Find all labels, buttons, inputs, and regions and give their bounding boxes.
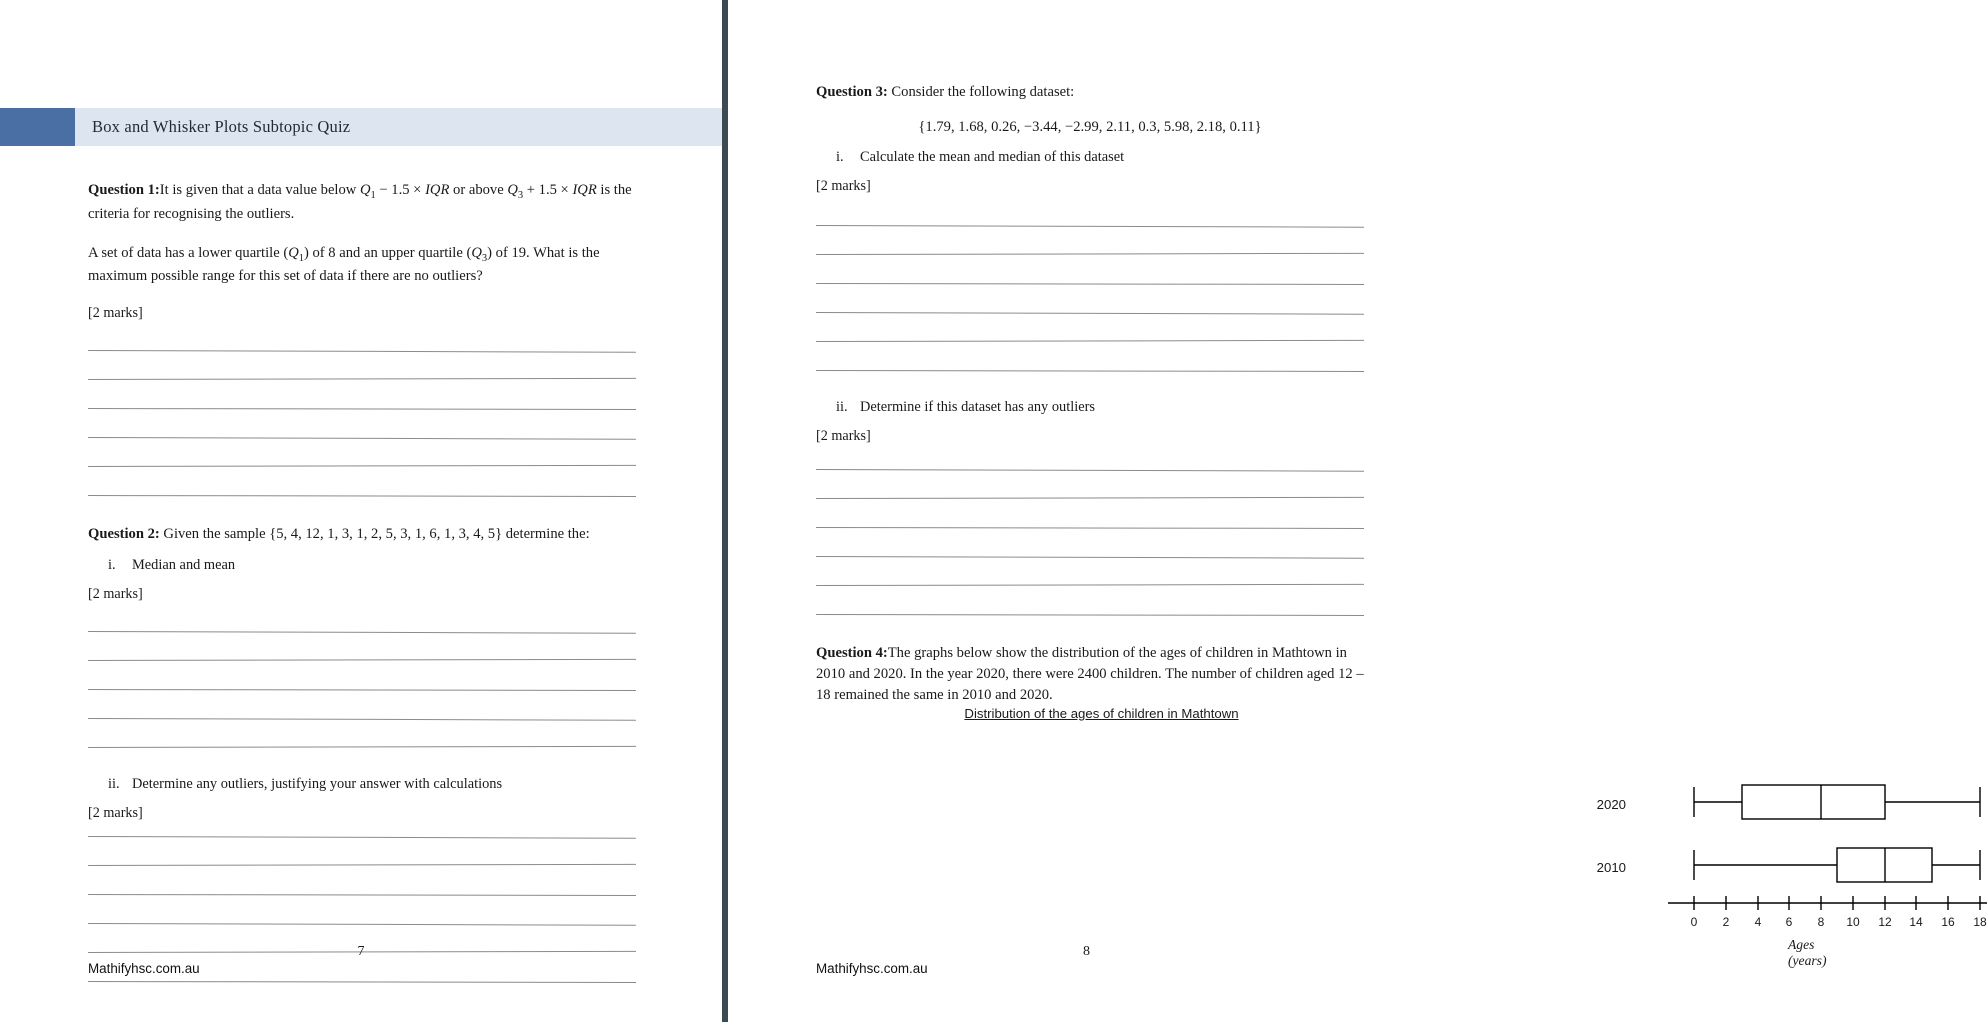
title-accent-block — [0, 108, 75, 146]
x-tick-label: 18 — [1973, 915, 1987, 929]
question3-label: Question 3: — [816, 84, 888, 100]
x-tick-label: 14 — [1909, 915, 1923, 929]
title-body — [75, 108, 722, 146]
answer-line[interactable] — [816, 370, 1364, 372]
question3-dataset: {1.79, 1.68, 0.26, −3.44, −2.99, 2.11, 0.3, 5.98, 2.18, 0.11} — [918, 118, 1262, 135]
question1-statement — [88, 180, 636, 225]
question2-part-ii — [88, 776, 636, 793]
question3-part-ii-marks: [2 marks] — [816, 428, 871, 445]
answer-line[interactable] — [816, 614, 1364, 616]
question3-part-ii-numeral: ii. — [836, 399, 848, 416]
answer-line[interactable] — [816, 312, 1364, 315]
page-title: Box and Whisker Plots Subtopic Quiz — [92, 117, 351, 136]
right-page-content — [816, 82, 1364, 712]
question2-part-i-marks: [2 marks] — [88, 585, 143, 602]
question1-label: Question 1: — [88, 182, 160, 198]
question4-text: The graphs below show the distribution of the ages of children in Mathtown in 2010 and 2020. In the year 2020, there were 2400 children. The number of children aged 12 – 18 remained the same in 2010 and 2020. — [816, 645, 1364, 703]
box-2020 — [1742, 785, 1885, 819]
question4-label: Question 4: — [816, 645, 888, 662]
answer-line[interactable] — [88, 465, 636, 467]
question3-part-ii — [816, 399, 1364, 416]
answer-line[interactable] — [816, 469, 1364, 472]
question2-text: Given the sample {5, 4, 12, 1, 3, 1, 2, 5, 3, 1, 6, 1, 3, 4, 5} determine the: — [159, 526, 590, 543]
q1-symbol: $Q_1$ — [288, 244, 304, 264]
left-page-number: 7 — [357, 944, 365, 959]
answer-line[interactable] — [88, 746, 636, 748]
chart-title: Distribution of the ages of children in Mathtown — [964, 706, 1239, 721]
answer-line[interactable] — [88, 631, 636, 634]
answer-line[interactable] — [88, 894, 636, 896]
question2-part-ii-numeral: ii. — [108, 775, 120, 792]
answer-line[interactable] — [88, 981, 636, 983]
right-page-number: 8 — [1083, 944, 1090, 959]
question1-text-part1: It is given that a data value below — [159, 182, 360, 198]
left-page — [0, 0, 722, 1022]
quiz-title-bar — [0, 108, 722, 146]
answer-line[interactable] — [88, 689, 636, 691]
answer-line[interactable] — [816, 283, 1364, 285]
question2-part-i — [88, 557, 636, 574]
question2-statement — [88, 524, 636, 545]
series-label-2020: 2020 — [1596, 797, 1626, 812]
q3-symbol: $Q_3$ — [471, 244, 488, 264]
question4-statement — [816, 643, 1364, 705]
question3-part-ii-answer-lines — [816, 469, 1364, 615]
chart-plot-area — [728, 739, 1987, 968]
x-tick-label: 4 — [1754, 915, 1762, 929]
answer-line[interactable] — [88, 718, 636, 721]
answer-line[interactable] — [816, 584, 1364, 586]
right-page — [728, 0, 1987, 1022]
answer-line[interactable] — [816, 497, 1364, 499]
question3-statement — [816, 82, 1364, 103]
x-axis-label: Ages (years) — [1788, 937, 1827, 968]
question3-part-i-text: Calculate the mean and median of this dataset — [860, 149, 1125, 166]
x-tick-label: 8 — [1817, 915, 1825, 929]
question3-part-i — [816, 149, 1364, 166]
answer-line[interactable] — [88, 836, 636, 839]
question1-marks: [2 marks] — [88, 305, 143, 322]
left-page-footer: Mathifyhsc.com.au — [88, 961, 200, 976]
question1-formula1: $Q_1 - 1.5$ × IQR — [359, 182, 450, 201]
question1-answer-lines — [88, 350, 636, 496]
x-tick-label: 2 — [1722, 915, 1730, 929]
question2-part-ii-text: Determine any outliers, justifying your answer with calculations — [132, 775, 503, 792]
question2-label: Question 2: — [88, 526, 160, 543]
question1-text-part2: or above — [449, 182, 508, 198]
question1-text-part3: is the criteria for recognising the outliers. — [88, 182, 632, 222]
question3-part-i-numeral: i. — [836, 149, 844, 166]
x-tick-label: 6 — [1785, 915, 1793, 929]
answer-line[interactable] — [88, 408, 636, 410]
answer-line[interactable] — [816, 253, 1364, 255]
answer-line[interactable] — [88, 659, 636, 661]
question3-text: Consider the following dataset: — [887, 84, 1075, 100]
x-tick-label: 12 — [1878, 915, 1892, 929]
question2-part-ii-marks: [2 marks] — [88, 804, 143, 821]
answer-line[interactable] — [88, 378, 636, 380]
boxplot-figure — [728, 706, 1987, 968]
answer-line[interactable] — [88, 495, 636, 497]
question3-part-ii-text: Determine if this dataset has any outliers — [860, 399, 1095, 416]
x-tick-label: 0 — [1690, 915, 1698, 929]
question3-part-i-marks: [2 marks] — [816, 178, 871, 195]
boxplot-svg — [728, 739, 1445, 939]
right-page-footer: Mathifyhsc.com.au — [816, 961, 928, 976]
answer-line[interactable] — [816, 556, 1364, 559]
left-page-content — [88, 180, 636, 1010]
question2-part-i-answer-lines — [88, 631, 636, 748]
series-label-2010: 2010 — [1596, 860, 1626, 875]
answer-line[interactable] — [88, 437, 636, 440]
answer-line[interactable] — [816, 225, 1364, 228]
question2-part-i-numeral: i. — [108, 556, 116, 573]
question1-formula2: $Q_3 + 1.5$ × IQR — [507, 182, 597, 201]
answer-line[interactable] — [816, 340, 1364, 342]
x-tick-label: 16 — [1941, 915, 1955, 929]
answer-line[interactable] — [88, 864, 636, 866]
question2-part-i-text: Median and mean — [132, 556, 236, 573]
answer-line[interactable] — [88, 350, 636, 353]
question3-part-i-answer-lines — [816, 225, 1364, 371]
answer-line[interactable] — [88, 923, 636, 926]
x-tick-label: 10 — [1846, 915, 1860, 929]
answer-line[interactable] — [816, 527, 1364, 529]
question1-paragraph2: A set of data has a lower quartile $(Q_1)$ of 8 and an upper quartile $(Q_3)$ of 19. What is the maximum possible range for this set of data if there are no outliers? — [88, 244, 600, 285]
